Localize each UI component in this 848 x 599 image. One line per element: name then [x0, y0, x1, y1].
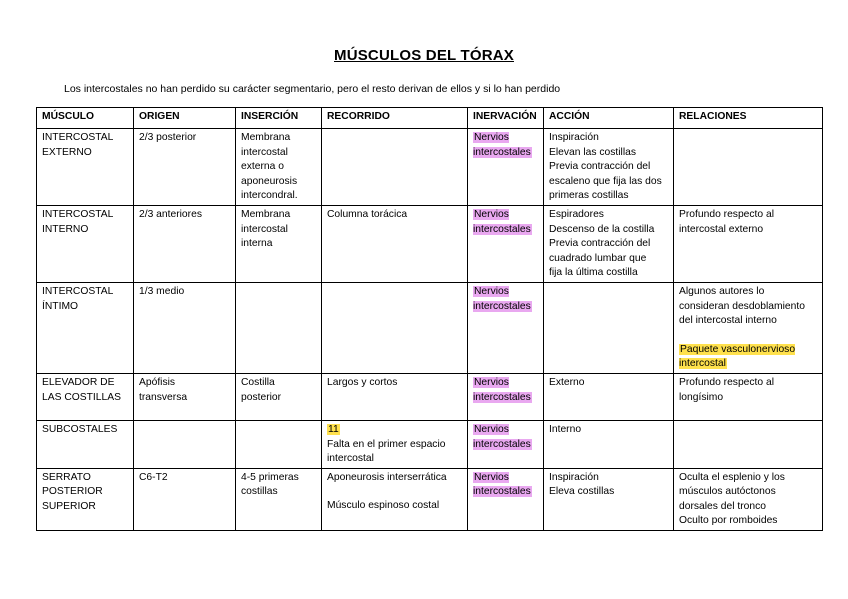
table-row [37, 282, 823, 373]
header-recorrido: RECORRIDO [322, 108, 468, 129]
cell-recorrido: Columna torácica [322, 205, 468, 282]
cell-accion [544, 282, 674, 373]
cell-musculo: SERRATO POSTERIOR SUPERIOR [37, 468, 134, 530]
cell-insercion: Membrana intercostal interna [236, 205, 322, 282]
cell-relaciones: Oculta el esplenio y los músculos autóctonos dorsales del tronco Oculto por romboides [674, 468, 823, 530]
cell-insercion [236, 420, 322, 468]
cell-inervacion [468, 468, 544, 530]
cell-relaciones: Profundo respecto al longísimo [674, 373, 823, 420]
relaciones-text: Algunos autores lo consideran desdoblamiento del intercostal interno [679, 285, 805, 327]
recorrido-text: Falta en el primer espacio intercostal [327, 438, 446, 465]
muscles-table [36, 107, 823, 531]
header-inervacion: INERVACIÓN [468, 108, 544, 129]
cell-accion: Espiradores Descenso de la costilla Previa contracción del cuadrado lumbar que fija la última costilla [544, 205, 674, 282]
header-insercion: INSERCIÓN [236, 108, 322, 129]
cell-inervacion [468, 129, 544, 206]
cell-musculo: INTERCOSTAL INTERNO [37, 205, 134, 282]
cell-origen: 1/3 medio [134, 282, 236, 373]
cell-origen: 2/3 anteriores [134, 205, 236, 282]
cell-origen [134, 420, 236, 468]
table-row [37, 129, 823, 206]
table-row [37, 468, 823, 530]
cell-inervacion [468, 205, 544, 282]
cell-accion: Interno [544, 420, 674, 468]
highlighted-mark: 11 [328, 423, 339, 435]
cell-relaciones [674, 282, 823, 373]
highlighted-text: Nervios intercostales [473, 132, 531, 158]
cell-origen: C6-T2 [134, 468, 236, 530]
cell-musculo: INTERCOSTAL EXTERNO [37, 129, 134, 206]
cell-insercion: Membrana intercostal externa o aponeurosis intercondral. [236, 129, 322, 206]
cell-musculo: INTERCOSTAL ÍNTIMO [37, 282, 134, 373]
cell-inervacion [468, 373, 544, 420]
cell-origen: Apófisis transversa [134, 373, 236, 420]
cell-recorrido: Largos y cortos [322, 373, 468, 420]
highlighted-note: Paquete vasculonervioso intercostal [679, 343, 796, 370]
cell-inervacion [468, 282, 544, 373]
cell-recorrido [322, 129, 468, 206]
cell-insercion [236, 282, 322, 373]
cell-accion: Externo [544, 373, 674, 420]
highlighted-text: Nervios intercostales [473, 423, 531, 450]
cell-insercion: Costilla posterior [236, 373, 322, 420]
cell-recorrido [322, 420, 468, 468]
intro-text: Los intercostales no han perdido su carácter segmentario, pero el resto derivan de ellos y si lo han perdido [64, 83, 561, 95]
cell-relaciones [674, 420, 823, 468]
cell-recorrido [322, 468, 468, 530]
cell-insercion: 4-5 primeras costillas [236, 468, 322, 530]
cell-recorrido [322, 282, 468, 373]
highlighted-text: Nervios intercostales [473, 208, 531, 235]
cell-relaciones: Profundo respecto al intercostal externo [674, 205, 823, 282]
table-row [37, 420, 823, 468]
cell-origen: 2/3 posterior [134, 129, 236, 206]
cell-relaciones [674, 129, 823, 206]
cell-accion: Inspiración Elevan las costillas Previa contracción del escaleno que fija las dos primeras costillas [544, 129, 674, 206]
table-row [37, 373, 823, 420]
highlighted-text: Nervios intercostales [473, 471, 531, 498]
page-title: MÚSCULOS DEL TÓRAX [334, 47, 514, 64]
header-origen: ORIGEN [134, 108, 236, 129]
cell-accion: Inspiración Eleva costillas [544, 468, 674, 530]
header-musculo: MÚSCULO [37, 108, 134, 129]
cell-musculo: ELEVADOR DE LAS COSTILLAS [37, 373, 134, 420]
recorrido-text: Aponeurosis interserrática [327, 471, 447, 483]
header-accion: ACCIÓN [544, 108, 674, 129]
highlighted-text: Nervios intercostales [473, 285, 531, 312]
table-header-row [37, 108, 823, 129]
header-relaciones: RELACIONES [674, 108, 823, 129]
cell-inervacion [468, 420, 544, 468]
recorrido-extra-text: Músculo espinoso costal [327, 500, 440, 512]
table-row [37, 205, 823, 282]
cell-musculo: SUBCOSTALES [37, 420, 134, 468]
highlighted-text: Nervios intercostales [473, 376, 531, 403]
